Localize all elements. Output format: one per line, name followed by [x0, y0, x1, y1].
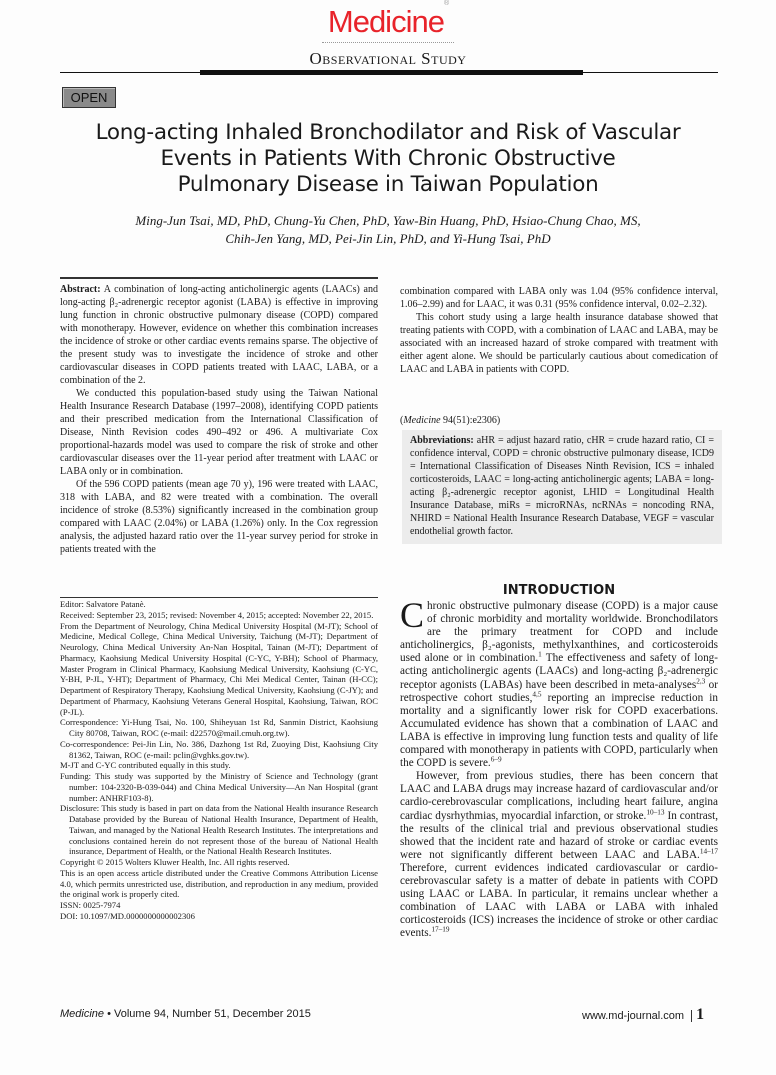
abbreviations-box [402, 430, 722, 544]
intro-text: The effectiveness and safety of long-acting anticholinergic agents (LAACs) and long-acting β₂-adrenergic receptor agonists (LABAs) have been described in meta-analyses [400, 652, 718, 691]
reference-citation[interactable]: 4,5 [532, 689, 542, 698]
title-line: Long-acting Inhaled Bronchodilator and Risk of Vascular [95, 120, 681, 145]
intro-paragraph [400, 595, 719, 770]
intro-paragraph [400, 770, 718, 940]
reference-citation[interactable]: 2,3 [696, 676, 706, 685]
header-rule-thick [200, 70, 583, 75]
intro-text: hronic obstructive pulmonary disease (COPD) is a major cause of chronic morbidity and mortality worldwide. Bronchodilators are the primary treatment for COPD and include anticholinergics, β₂-agonists, methylxanthines, and corticosteroids used alone or in combination. [400, 600, 718, 665]
intro-text: Therefore, current evidences indicated cardiovascular or cardio-cerebrovascular safety is a matter of debate in patients with COPD using LAAC or LABA. In particular, it remains unclear whether a combination of LAAC with LABA or LABA with inhaled corticosteroids (ICS) increases the incidence of stroke or other cardiac events. [400, 861, 718, 940]
intro-text: or retrospective cohort studies, [400, 678, 719, 704]
journal-logo: Medicine® [327, 0, 449, 39]
author-list [40, 212, 736, 248]
introduction-body [400, 595, 719, 940]
abstract-paragraph [60, 283, 378, 387]
footer-journal-info: Medicine • Volume 94, Number 51, December 2015 [60, 1008, 311, 1020]
abbreviations-label: Abbreviations: [410, 435, 474, 446]
section-heading-introduction: INTRODUCTION [502, 583, 616, 598]
article-citation: (Medicine 94(51):e2306) [400, 415, 501, 426]
article-footnotes [60, 599, 378, 922]
title-line: Events in Patients With Chronic Obstructive [160, 146, 616, 171]
page-number: 1 [696, 1006, 705, 1023]
abstract-text: A combination of long-acting anticholinergic agents (LAACs) and long-acting β₂-adrenergic receptor agonist (LABA) is effective in improving lung function in chronic obstructive pulmonary disease (COPD) compared with monotherapy. However, evidence on whether this combination increases the incidence of stroke or other cardiac events remains sparse. The objective of the present study was to investigate the incidence of stroke and other cardiovascular diseases in COPD patients treated with LAAC, LABA, or a combination of the 2. [60, 284, 378, 386]
reference-citation[interactable]: 14–17 [699, 847, 718, 856]
abstract-paragraph: combination compared with LABA only was 1.04 (95% confidence interval, 1.06–2.99) and for LAAC, it was 0.31 (95% confidence interval, 0.02–2.32). [400, 286, 718, 310]
article-section: Observational Study [309, 49, 467, 68]
abbreviations-text: aHR = adjust hazard ratio, cHR = crude hazard ratio, CI = confidence interval, COPD = chronic obstructive pulmonary disease, ICD9 = International Classification of Diseases Ninth Revision, ICS = inhaled corticosteroids, LAAC = long-acting anticholinergic agents; LABA = long-acting β₂-adrenergic receptor agonist, LHID = Longitudinal Health Insurance Database, miRs = microRNAs, ncRNAs = noncoding RNA, NHIRD = National Health Insurance Research Database, VEGF = vascular endothelial growth factor. [410, 435, 715, 537]
footnote-doi: DOI: 10.1097/MD.0000000000002306 [60, 910, 195, 921]
logo-dotted-rule [322, 42, 454, 43]
footnote-contribution: M-JT and C-YC contributed equally in this study. [60, 760, 231, 771]
footnote-copyright: Copyright © 2015 Wolters Kluwer Health, Inc. All rights reserved. [60, 857, 290, 867]
reference-citation[interactable]: 6–9 [490, 755, 502, 764]
open-access-badge: OPEN [62, 87, 116, 108]
footnote-correspondence: Correspondence: Yi-Hung Tsai, No. 100, Shiheyuan 1st Rd, Sanmin District, Kaohsiung City 80708, Taiwan, ROC (e-mail: d22570@mail.cmuh.org.tw). [60, 717, 378, 738]
footnote-funding: Funding: This study was supported by the Ministry of Science and Technology (grant number: 104-2320-B-039-044) and China Medical University—An Nan Hospital (grant number: ANHRF103-8). [60, 771, 378, 803]
article-title [40, 120, 736, 198]
footnote-disclosure: Disclosure: This study is based in part on data from the National Health insurance Research Database provided by the Bureau of National Health Insurance, Department of Health, Taiwan, and managed by the National Health Research Institutes. The interpretations and conclusions contained herein do not represent those of the bureau of National Health insurance, Department of Health, or the National Health Research Institutes. [60, 803, 378, 857]
abstract-continued [400, 285, 718, 376]
abstract [60, 283, 378, 556]
abstract-paragraph: This cohort study using a large health insurance database showed that treating patients with COPD, with a combination of LAAC and LABA, may be associated with an increased hazard of stroke compared with treatment with either agent alone. We should be particularly cautious about comedication of LAAC and LABA in patients with COPD. [400, 312, 718, 375]
footnote-co-correspondence: Co-correspondence: Pei-Jin Lin, No. 386, Dazhong 1st Rd, Zuoying Dist, Kaohsiung City 81362, Taiwan, ROC (e-mail: pclin@vghks.gov.tw). [60, 738, 378, 760]
footnote-affiliations: From the Department of Neurology, China Medical University Hospital (M-JT); School of Medicine, Medical College, China Medical University, Taichung (M-JT); Department of Neurology, China Medical University An-Nan Hospital, Tainan (M-JT); Department of Pharmacy, Kaohsiung Medical University Hospital (C-YC, Y-BH); School of Pharmacy, Master Program in Clinical Pharmacy, Kaohsiung Medical University, Kaohsiung (C-YC, Y-BH, P-JL, Y-HT); Department of Pharmacy, Chi Mei Medical Center, Tainan (H-CC); Department of Respiratory Therapy, Kaohsiung Medical University, Kaohsiung (C-JY); and Department of Pharmacy, Kaohsiung Veterans General Hospital, Kaohsiung, Taiwan, ROC (P-JL). [60, 620, 378, 717]
intro-text: However, from previous studies, there has been concern that LAAC and LABA drugs may increase hazard of cardiovascular and/or cardio-cerebrovascular complications, including heart failure, angina cardiac dysrhythmias, myocardial infarction, or stroke. [400, 770, 718, 822]
abstract-label: Abstract: [60, 284, 101, 295]
reference-citation[interactable]: 1 [538, 650, 542, 659]
abstract-rule [60, 277, 378, 279]
footnote-rule [60, 597, 378, 598]
author-line: Ming-Jun Tsai, MD, PhD, Chung-Yu Chen, PhD, Yaw-Bin Huang, PhD, Hsiao-Chung Chao, MS, [135, 213, 641, 228]
abstract-paragraph: We conducted this population-based study using the Taiwan National Health Insurance Research Database (1997–2008), identifying COPD patients and their prescribed medication from the International Classification of Disease, Ninth Revision codes 490–492 or 496. A multivariate Cox proportional-hazards model was used to compare the risk of stroke and other cardiovascular diseases over the 11-year period after treatment with LAAC or LABA only or in combination. [60, 388, 378, 477]
journal-url[interactable]: www.md-journal.com [582, 1010, 685, 1022]
footnote-dates: Received: September 23, 2015; revised: November 4, 2015; accepted: November 22, 2015. [60, 609, 374, 620]
title-line: Pulmonary Disease in Taiwan Population [177, 172, 599, 197]
drop-cap: C [400, 595, 425, 635]
abstract-paragraph: Of the 596 COPD patients (mean age 70 y), 196 were treated with LAAC, 318 with LABA, and 82 were treated with a combination. The overall incidence of stroke (8.53%) significantly increased in the combination group compared with LAAC (2.04%) or LABA (1.26%) only. In the Cox regression analysis, the adjusted hazard ratio over the 11-year survey period for stroke in patients treated with the [60, 479, 378, 555]
intro-text: In contrast, the results of the clinical trial and previous observational studies showed that the incident rate and hazard of stroke or cardiac events were not significantly different between LAAC and LABA. [400, 809, 719, 861]
reference-citation[interactable]: 17–19 [431, 925, 450, 934]
footnote-license: This is an open access article distributed under the Creative Commons Attribution License 4.0, which permits unrestricted use, distribution, and reproduction in any medium, provided the original work is properly cited. [60, 867, 378, 900]
footnote-issn: ISSN: 0025-7974 [60, 900, 121, 910]
reference-citation[interactable]: 10–13 [646, 807, 665, 816]
author-line: Chih-Jen Yang, MD, Pei-Jin Lin, PhD, and Yi-Hung Tsai, PhD [225, 231, 551, 246]
footer-page-info [582, 1006, 704, 1024]
footnote-editor: Editor: Salvatore Patanè. [60, 599, 146, 609]
intro-text: reporting an imprecise reduction in mortality and a significantly lower risk for COPD exacerbations. Accumulated evidence has shown that a combination of LAAC and LABA is effective in improving lung function tests and quality of life compared with monotherapy in patients with COPD, particularly when the COPD is severe. [400, 691, 718, 770]
